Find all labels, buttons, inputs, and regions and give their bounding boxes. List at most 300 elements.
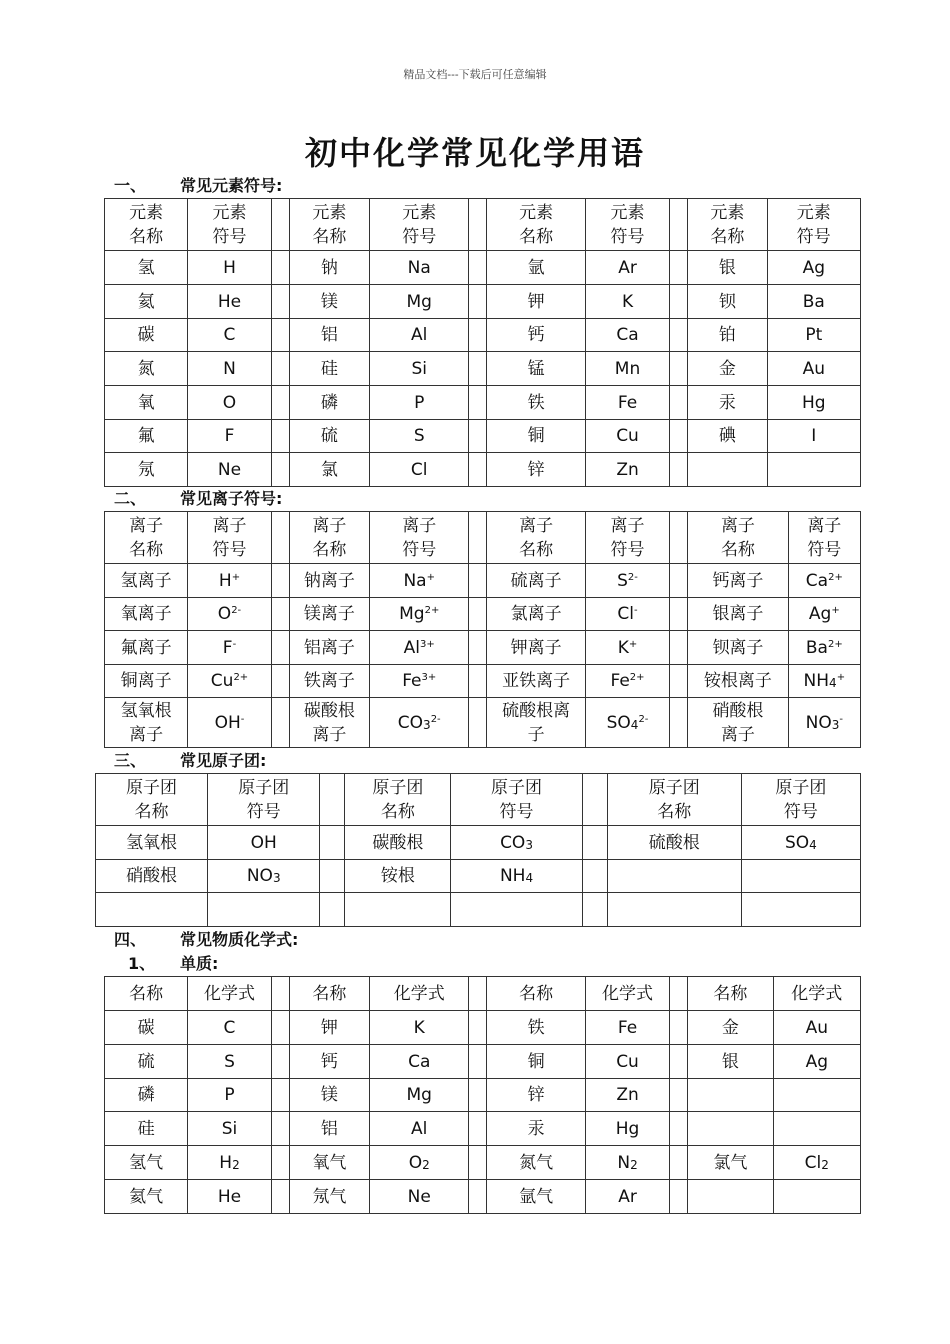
- header-line: 名称: [720, 539, 755, 560]
- column-gap: [320, 893, 345, 927]
- symbol-cell: O: [188, 386, 271, 420]
- column-gap: [271, 1045, 289, 1079]
- column-gap: [271, 319, 289, 352]
- header-name-cell: [345, 774, 451, 826]
- name-line: 离子: [720, 724, 755, 745]
- table-row: [105, 420, 861, 453]
- section-number: 四、: [114, 930, 147, 949]
- symbol-cell: [188, 631, 271, 665]
- symbol-cell: [788, 598, 860, 631]
- name-cell: 汞: [487, 1112, 585, 1146]
- formula-base: Ba: [805, 637, 828, 658]
- column-gap: [670, 251, 688, 285]
- formula-subscript: 4: [809, 837, 817, 852]
- header-line: 元素: [710, 202, 745, 223]
- column-gap: [469, 631, 487, 665]
- header-line: 离子: [807, 515, 842, 536]
- column-gap: [469, 251, 487, 285]
- symbol-cell: N: [188, 352, 271, 386]
- symbol-cell: [188, 665, 271, 698]
- page-title: 初中化学常见化学用语: [304, 134, 645, 172]
- name-cell: [688, 453, 767, 487]
- formula-base: OH: [214, 712, 241, 733]
- column-gap: [271, 199, 289, 251]
- symbol-cell: Fe: [585, 386, 669, 420]
- column-gap: [670, 319, 688, 352]
- formula-base: C: [223, 1017, 236, 1038]
- header-line: 符号: [212, 226, 247, 247]
- name-cell: 钡离子: [688, 631, 788, 665]
- header-symbol-cell: 化学式: [188, 977, 271, 1011]
- formula-subscript: 3: [831, 717, 840, 732]
- formula-charge: +: [426, 571, 435, 583]
- header-line: 符号: [212, 539, 247, 560]
- name-cell: 铜: [487, 420, 585, 453]
- name-cell: [105, 698, 188, 748]
- symbol-cell: Ca: [585, 319, 669, 352]
- symbol-cell: Pt: [767, 319, 860, 352]
- symbol-cell: [788, 698, 860, 748]
- formula-base: O: [408, 1152, 423, 1173]
- column-gap: [271, 386, 289, 420]
- table-row: [105, 564, 861, 598]
- table-row: [105, 453, 861, 487]
- column-gap: [320, 860, 345, 893]
- column-gap: [271, 665, 289, 698]
- column-gap: [469, 199, 487, 251]
- name-cell: 镁离子: [289, 598, 369, 631]
- header-symbol-cell: 化学式: [585, 977, 669, 1011]
- symbol-cell: [370, 1112, 469, 1146]
- symbol-cell: Ba: [767, 285, 860, 319]
- name-cell: 氟离子: [105, 631, 188, 665]
- header-name-cell: [688, 199, 767, 251]
- header-line: 名称: [710, 226, 745, 247]
- table-row: [105, 698, 861, 748]
- header-symbol-cell: [767, 199, 860, 251]
- column-gap: [670, 1112, 688, 1146]
- symbol-cell: [773, 1079, 860, 1112]
- header-name-cell: 名称: [487, 977, 585, 1011]
- header-line: 离子: [519, 515, 554, 536]
- elemental-substance-table: [104, 976, 861, 1214]
- formula-charge: 2-: [627, 571, 638, 583]
- name-cell: 银: [688, 1045, 773, 1079]
- symbol-cell: Au: [767, 352, 860, 386]
- header-name-cell: [289, 512, 369, 564]
- table-row: [105, 1112, 861, 1146]
- name-cell: 钾离子: [487, 631, 585, 665]
- name-line: 氢氧根: [120, 700, 172, 721]
- name-cell: 钾: [487, 285, 585, 319]
- symbol-cell: [788, 665, 860, 698]
- symbol-cell: [370, 665, 469, 698]
- symbol-cell: Cu: [585, 420, 669, 453]
- formula-base: NO: [246, 866, 273, 886]
- formula-base: SO: [606, 712, 631, 733]
- name-cell: 汞: [688, 386, 767, 420]
- name-cell: 氢氧根: [96, 826, 208, 860]
- symbol-cell: [585, 665, 669, 698]
- formula-base: SO: [784, 832, 810, 853]
- formula-base: CO: [500, 832, 526, 853]
- name-cell: 氢气: [105, 1146, 188, 1180]
- formula-base: Cl: [804, 1152, 822, 1173]
- header-line: 符号: [807, 539, 842, 560]
- formula-charge: +: [831, 605, 840, 616]
- symbol-cell: [208, 893, 320, 927]
- table-row: [105, 631, 861, 665]
- symbol-cell: He: [188, 285, 271, 319]
- symbol-cell: [451, 860, 582, 893]
- atomic-group-table: [95, 773, 861, 927]
- name-cell: 钙: [289, 1045, 369, 1079]
- name-cell: 硝酸根: [96, 860, 208, 893]
- formula-charge: 2-: [638, 713, 649, 725]
- header-line: 符号: [402, 226, 437, 247]
- name-cell: 锌: [487, 453, 585, 487]
- formula-base: NO: [805, 712, 832, 733]
- name-cell: 钾: [289, 1011, 369, 1045]
- subsection-heading-1: [128, 954, 218, 974]
- symbol-cell: [585, 1146, 669, 1180]
- table-row: [105, 251, 861, 285]
- column-gap: [670, 1146, 688, 1180]
- header-name-cell: [105, 199, 188, 251]
- column-gap: [271, 453, 289, 487]
- name-cell: 硫: [105, 1045, 188, 1079]
- name-cell: 铝: [289, 319, 369, 352]
- name-cell: 镁: [289, 285, 369, 319]
- symbol-cell: [585, 631, 669, 665]
- formula-charge: 2-: [430, 713, 441, 725]
- symbol-cell: [451, 893, 582, 927]
- table-row: [105, 1079, 861, 1112]
- header-symbol-cell: [585, 512, 669, 564]
- name-cell: 金: [688, 1011, 773, 1045]
- name-cell: 钙: [487, 319, 585, 352]
- formula-charge: 2+: [424, 605, 440, 616]
- column-gap: [271, 598, 289, 631]
- symbol-cell: [788, 631, 860, 665]
- name-cell: 硅: [289, 352, 369, 386]
- column-gap: [670, 199, 688, 251]
- table-row: [105, 1045, 861, 1079]
- column-gap: [670, 420, 688, 453]
- header-line: 符号: [246, 801, 281, 822]
- name-cell: 氖气: [289, 1180, 369, 1214]
- column-gap: [670, 512, 688, 564]
- symbol-cell: [188, 1011, 271, 1045]
- symbol-cell: [370, 1146, 469, 1180]
- table-row: [105, 1011, 861, 1045]
- name-cell: 磷: [289, 386, 369, 420]
- formula-base: Al: [403, 637, 421, 658]
- table-row: [96, 826, 861, 860]
- formula-charge: +: [836, 672, 846, 683]
- symbol-cell: [585, 1045, 669, 1079]
- name-cell: [688, 698, 788, 748]
- symbol-cell: [370, 1079, 469, 1112]
- name-cell: 碳: [105, 319, 188, 352]
- formula-base: He: [217, 1186, 242, 1207]
- column-gap: [582, 774, 607, 826]
- formula-subscript: 3: [272, 871, 281, 885]
- symbol-cell: [767, 453, 860, 487]
- formula-base: Cl: [617, 604, 635, 624]
- column-gap: [271, 1146, 289, 1180]
- symbol-cell: [741, 860, 860, 893]
- symbol-cell: [451, 826, 582, 860]
- table-row: [105, 285, 861, 319]
- header-symbol-cell: [208, 774, 320, 826]
- formula-base: Si: [221, 1118, 238, 1139]
- name-cell: [96, 893, 208, 927]
- header-symbol-cell: 化学式: [370, 977, 469, 1011]
- symbol-cell: Zn: [585, 453, 669, 487]
- name-cell: 铁离子: [289, 665, 369, 698]
- name-cell: [607, 860, 741, 893]
- symbol-cell: [773, 1112, 860, 1146]
- formula-subscript: 2: [821, 1157, 829, 1172]
- header-note: 精品文档---下载后可任意编辑: [403, 68, 547, 81]
- header-line: 元素: [796, 202, 831, 223]
- name-cell: 钠离子: [289, 564, 369, 598]
- header-line: 名称: [134, 801, 169, 822]
- formula-charge: 2+: [629, 672, 645, 683]
- symbol-cell: Ar: [585, 251, 669, 285]
- name-cell: 氦气: [105, 1180, 188, 1214]
- column-gap: [670, 564, 688, 598]
- column-gap: [271, 420, 289, 453]
- header-symbol-cell: [188, 199, 271, 251]
- header-line: 原子团: [372, 777, 424, 798]
- name-cell: 氯: [289, 453, 369, 487]
- column-gap: [469, 512, 487, 564]
- symbol-cell: [585, 698, 669, 748]
- header-row: [105, 199, 861, 251]
- column-gap: [469, 420, 487, 453]
- header-line: 名称: [129, 226, 164, 247]
- formula-base: S: [224, 1051, 235, 1072]
- column-gap: [582, 826, 607, 860]
- name-cell: 铵根离子: [688, 665, 788, 698]
- name-cell: 钡: [688, 285, 767, 319]
- formula-base: Ne: [407, 1186, 431, 1207]
- column-gap: [670, 665, 688, 698]
- header-symbol-cell: [788, 512, 860, 564]
- formula-charge: -: [634, 605, 638, 616]
- header-line: 名称: [519, 226, 554, 247]
- column-gap: [670, 631, 688, 665]
- section-heading-4: [114, 930, 298, 950]
- formula-base: NH: [803, 671, 830, 691]
- column-gap: [670, 386, 688, 420]
- section-number: 三、: [114, 751, 147, 770]
- name-cell: 铝离子: [289, 631, 369, 665]
- symbol-cell: [188, 698, 271, 748]
- column-gap: [469, 1011, 487, 1045]
- formula-charge: -: [839, 713, 843, 725]
- formula-base: NH: [499, 866, 526, 886]
- column-gap: [670, 1011, 688, 1045]
- column-gap: [271, 1112, 289, 1146]
- name-cell: [688, 1079, 773, 1112]
- symbol-cell: [773, 1011, 860, 1045]
- symbol-cell: [188, 564, 271, 598]
- column-gap: [469, 564, 487, 598]
- table-row: [105, 319, 861, 352]
- name-cell: 氯离子: [487, 598, 585, 631]
- column-gap: [670, 698, 688, 748]
- header-line: 元素: [312, 202, 347, 223]
- name-cell: 氢: [105, 251, 188, 285]
- symbol-cell: Mg: [370, 285, 469, 319]
- column-gap: [469, 386, 487, 420]
- header-line: 符号: [783, 801, 818, 822]
- formula-subscript: 4: [829, 676, 837, 690]
- column-gap: [320, 826, 345, 860]
- formula-base: F: [222, 637, 233, 658]
- formula-base: S: [617, 570, 628, 591]
- formula-subscript: 2: [630, 1157, 638, 1172]
- name-cell: 亚铁离子: [487, 665, 585, 698]
- formula-charge: -: [240, 713, 245, 725]
- header-line: 离子: [720, 515, 755, 536]
- header-line: 元素: [402, 202, 437, 223]
- formula-base: Ar: [618, 1186, 637, 1207]
- formula-base: Fe: [617, 1017, 638, 1038]
- header-name-cell: [289, 199, 369, 251]
- column-gap: [271, 251, 289, 285]
- formula-charge: 3+: [421, 672, 437, 683]
- header-row: [105, 512, 861, 564]
- header-symbol-cell: 化学式: [773, 977, 860, 1011]
- header-name-cell: [487, 512, 585, 564]
- column-gap: [469, 453, 487, 487]
- formula-charge: 2-: [231, 605, 242, 616]
- column-gap: [271, 564, 289, 598]
- header-line: 元素: [212, 202, 247, 223]
- column-gap: [469, 698, 487, 748]
- formula-subscript: 2: [232, 1157, 240, 1172]
- symbol-cell: [773, 1045, 860, 1079]
- column-gap: [469, 285, 487, 319]
- formula-subscript: 3: [525, 837, 533, 852]
- column-gap: [670, 352, 688, 386]
- name-cell: 氯气: [688, 1146, 773, 1180]
- column-gap: [670, 598, 688, 631]
- formula-charge: 3+: [420, 638, 435, 650]
- name-cell: 氮气: [487, 1146, 585, 1180]
- formula-charge: -: [232, 638, 237, 650]
- column-gap: [271, 1180, 289, 1214]
- header-name-cell: 名称: [688, 977, 773, 1011]
- table-row: [105, 386, 861, 420]
- symbol-cell: [585, 1180, 669, 1214]
- formula-base: H: [218, 570, 232, 591]
- formula-base: Al: [411, 1118, 428, 1139]
- element-symbols-table: [104, 198, 861, 487]
- symbol-cell: [773, 1180, 860, 1214]
- symbol-cell: [188, 1146, 271, 1180]
- column-gap: [271, 512, 289, 564]
- name-cell: 铂: [688, 319, 767, 352]
- symbol-cell: C: [188, 319, 271, 352]
- symbol-cell: F: [188, 420, 271, 453]
- name-cell: 氦: [105, 285, 188, 319]
- column-gap: [469, 977, 487, 1011]
- column-gap: [320, 774, 345, 826]
- symbol-cell: Si: [370, 352, 469, 386]
- header-line: 离子: [312, 515, 347, 536]
- formula-base: Fe: [402, 671, 422, 691]
- formula-base: O: [217, 604, 232, 624]
- symbol-cell: P: [370, 386, 469, 420]
- column-gap: [271, 352, 289, 386]
- name-cell: 金: [688, 352, 767, 386]
- header-line: 名称: [380, 801, 415, 822]
- header-line: 名称: [519, 539, 554, 560]
- name-cell: [345, 893, 451, 927]
- column-gap: [469, 1180, 487, 1214]
- symbol-cell: [188, 1180, 271, 1214]
- column-gap: [271, 285, 289, 319]
- table-row: [105, 352, 861, 386]
- section-title: 常见元素符号:: [180, 176, 283, 195]
- name-cell: 银离子: [688, 598, 788, 631]
- name-line: 子: [527, 724, 545, 745]
- formula-base: Na: [403, 570, 427, 591]
- formula-base: Cu: [616, 1051, 639, 1072]
- header-line: 符号: [796, 226, 831, 247]
- header-name-cell: 名称: [105, 977, 188, 1011]
- name-cell: 银: [688, 251, 767, 285]
- name-cell: 氧: [105, 386, 188, 420]
- section-heading-3: [114, 751, 266, 771]
- name-cell: 铁: [487, 386, 585, 420]
- header-symbol-cell: [451, 774, 582, 826]
- header-line: 符号: [402, 539, 437, 560]
- name-cell: 锌: [487, 1079, 585, 1112]
- header-symbol-cell: [741, 774, 860, 826]
- formula-base: K: [413, 1017, 425, 1038]
- formula-base: H: [219, 1152, 233, 1173]
- symbol-cell: [370, 1011, 469, 1045]
- name-cell: 氩气: [487, 1180, 585, 1214]
- symbol-cell: Cl: [370, 453, 469, 487]
- header-line: 离子: [610, 515, 645, 536]
- formula-charge: 2+: [233, 672, 249, 683]
- column-gap: [469, 1045, 487, 1079]
- name-cell: 磷: [105, 1079, 188, 1112]
- column-gap: [670, 1045, 688, 1079]
- formula-base: Ag: [805, 1051, 828, 1072]
- section-number: 一、: [114, 176, 147, 195]
- header-line: 原子团: [491, 777, 543, 798]
- header-line: 符号: [499, 801, 534, 822]
- name-cell: 锰: [487, 352, 585, 386]
- symbol-cell: [370, 631, 469, 665]
- name-cell: 氮: [105, 352, 188, 386]
- symbol-cell: [773, 1146, 860, 1180]
- column-gap: [582, 860, 607, 893]
- formula-base: Mg: [406, 1085, 432, 1105]
- name-cell: 碳: [105, 1011, 188, 1045]
- header-line: 名称: [312, 539, 347, 560]
- column-gap: [469, 352, 487, 386]
- name-cell: [688, 1112, 773, 1146]
